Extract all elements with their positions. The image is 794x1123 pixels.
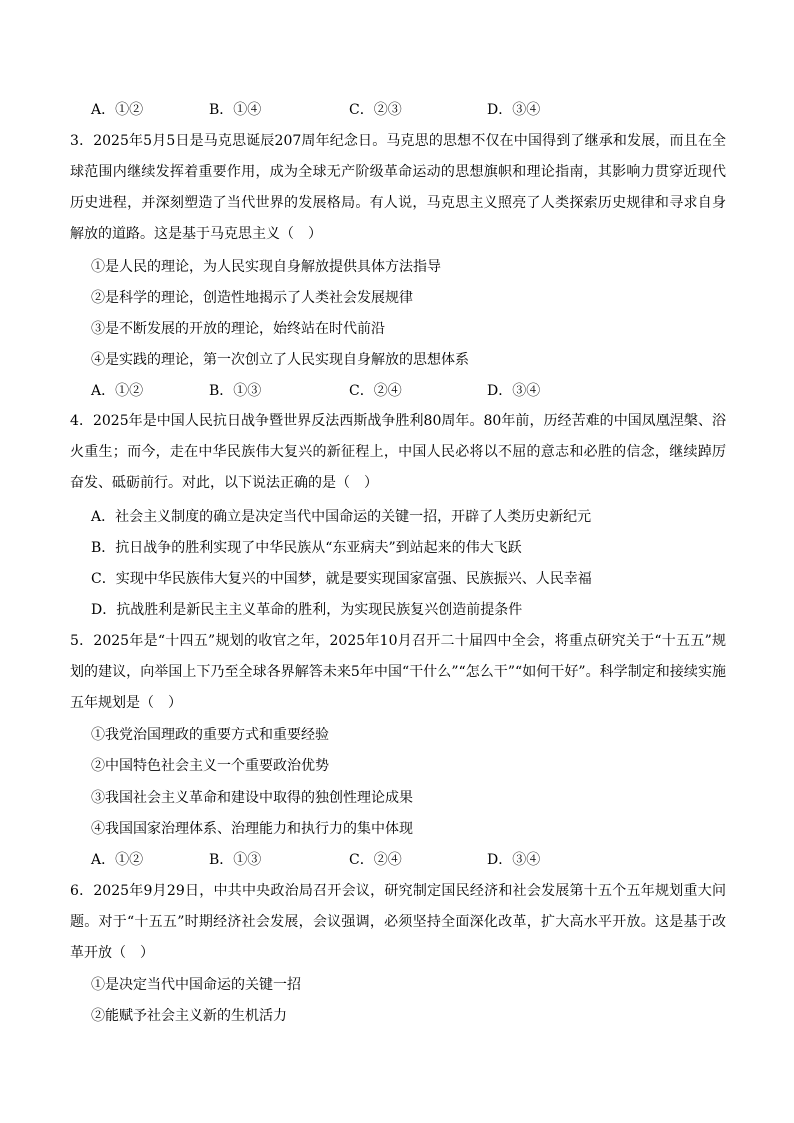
q5-option-a[interactable]: A．①② (91, 852, 144, 868)
q3-item-3: ③是不断发展的开放的理论，始终站在时代前沿 (91, 321, 385, 337)
q4-stem: 4．2025年是中国人民抗日战争暨世界反法西斯战争胜利80周年。80年前，历经苦难的中国凤凰涅槃、浴火重生；而今，走在中华民族伟大复兴的新征程上，中国人民必将以不屈的意志和必胜的信念，继续踔厉奋发、砥砺前行。对此，以下说法正确的是（ ） (70, 413, 726, 491)
q5-item-2: ②中国特色社会主义一个重要政治优势 (91, 758, 329, 774)
q3-item-2: ②是科学的理论，创造性地揭示了人类社会发展规律 (91, 290, 413, 306)
q2-option-a[interactable]: A．①② (91, 102, 144, 118)
q4-choice-c[interactable]: C．实现中华民族伟大复兴的中国梦，就是要实现国家富强、民族振兴、人民幸福 (91, 571, 592, 587)
q5-item-4: ④我国国家治理体系、治理能力和执行力的集中体现 (91, 821, 413, 837)
q4-choice-a[interactable]: A．社会主义制度的确立是决定当代中国命运的关键一招，开辟了人类历史新纪元 (91, 509, 592, 525)
q2-option-d[interactable]: D．③④ (487, 102, 541, 118)
q4-choice-b[interactable]: B．抗日战争的胜利实现了中华民族从“东亚病夫”到站起来的伟大飞跃 (91, 540, 522, 556)
q2-option-b[interactable]: B．①④ (209, 102, 262, 118)
q5-item-1: ①我党治国理政的重要方式和重要经验 (91, 727, 329, 743)
q5-item-3: ③我国社会主义革命和建设中取得的独创性理论成果 (91, 790, 413, 806)
q5-option-d[interactable]: D．③④ (487, 852, 541, 868)
q5-stem: 5．2025年是“十四五”规划的收官之年，2025年10月召开二十届四中全会，将重点研究关于“十五五”规划的建议，向举国上下乃至全球各界解答未来5年中国“干什么”“怎么干”“如何干好”。科学制定和接续实施五年规划是（ ） (70, 633, 726, 711)
q3-stem: 3．2025年5月5日是马克思诞辰207周年纪念日。马克思的思想不仅在中国得到了继承和发展，而且在全球范围内继续发挥着重要作用，成为全球无产阶级革命运动的思想旗帜和理论指南，其影响力贯穿近现代历史进程，并深刻塑造了当代世界的发展格局。有人说，马克思主义照亮了人类探索历史规律和寻求自身解放的道路。这是基于马克思主义（ ） (70, 133, 726, 242)
q3-option-c[interactable]: C．②④ (349, 383, 402, 399)
q3-option-a[interactable]: A．①② (91, 383, 144, 399)
q3-item-1: ①是人民的理论，为人民实现自身解放提供具体方法指导 (91, 259, 441, 275)
q4-choice-d[interactable]: D．抗战胜利是新民主主义革命的胜利，为实现民族复兴创造前提条件 (91, 602, 523, 618)
q3-item-4: ④是实践的理论，第一次创立了人民实现自身解放的思想体系 (91, 352, 469, 368)
q5-option-c[interactable]: C．②④ (349, 852, 402, 868)
q2-option-c[interactable]: C．②③ (349, 102, 402, 118)
q3-option-d[interactable]: D．③④ (487, 383, 541, 399)
q6-item-1: ①是决定当代中国命运的关键一招 (91, 977, 301, 993)
q3-option-b[interactable]: B．①③ (209, 383, 262, 399)
q6-item-2: ②能赋予社会主义新的生机活力 (91, 1008, 287, 1024)
q5-option-b[interactable]: B．①③ (209, 852, 262, 868)
q6-stem: 6．2025年9月29日，中共中央政治局召开会议，研究制定国民经济和社会发展第十五个五年规划重大问题。对于“十五五”时期经济社会发展，会议强调，必须坚持全面深化改革，扩大高水平开放。这是基于改革开放（ ） (70, 883, 726, 961)
